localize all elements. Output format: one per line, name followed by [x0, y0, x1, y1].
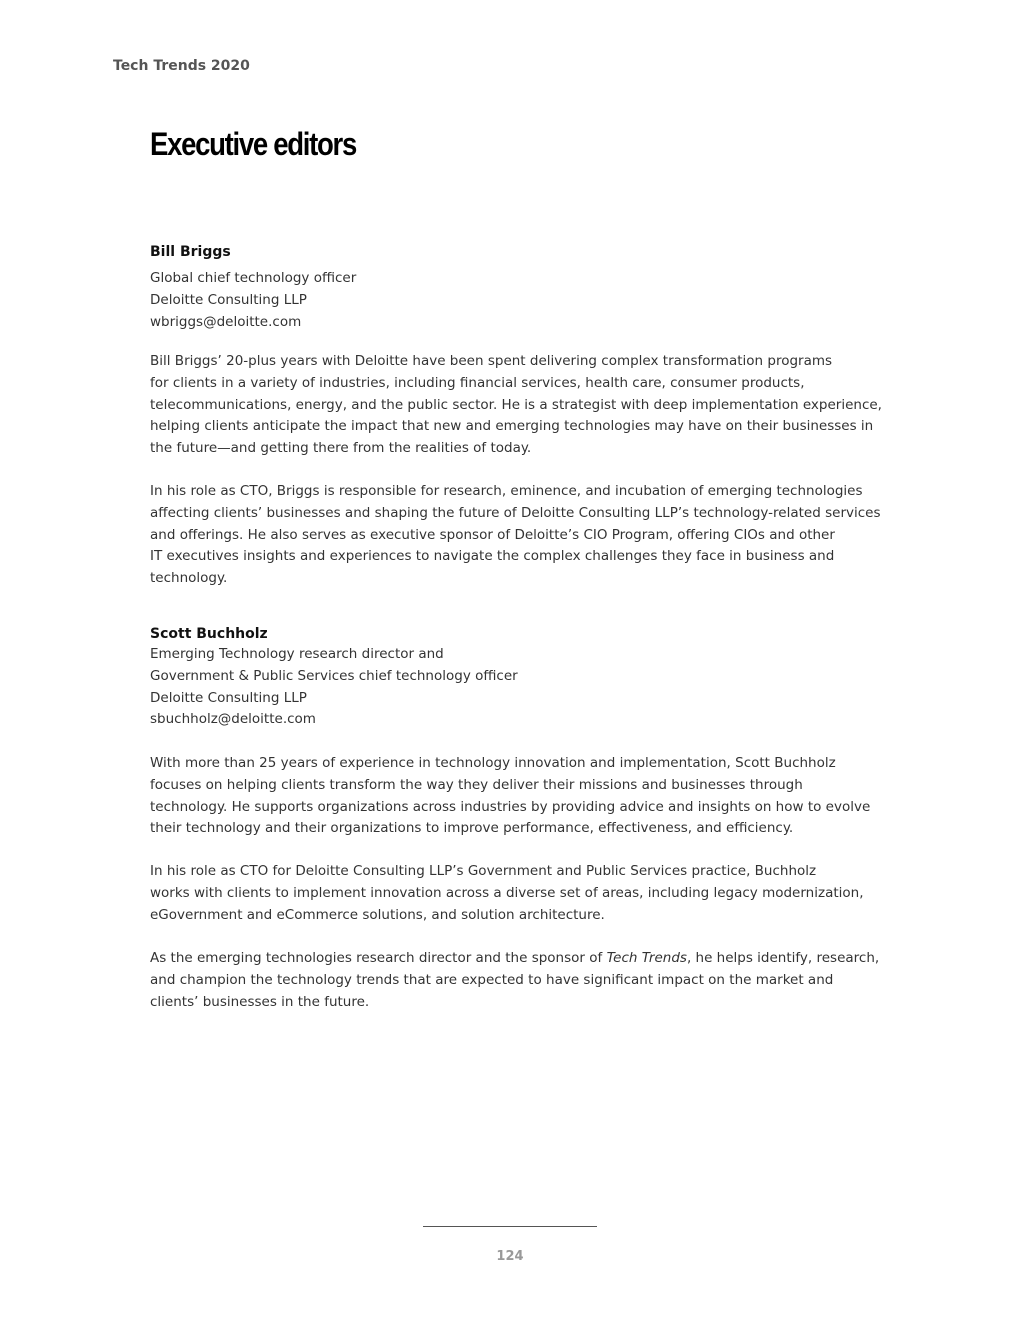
- editor-name: [150, 624, 890, 646]
- bio-line: technology.: [150, 570, 228, 587]
- bio-line: IT executives insights and experiences to navigate the complex challenges they face in business and: [150, 548, 835, 565]
- editor-role-line: Deloitte Consulting LLP: [150, 689, 307, 706]
- bio-text-segment: , he helps identify, research,: [686, 950, 880, 966]
- bio-paragraph: [150, 861, 890, 926]
- editor-name-bill-briggs: Bill Briggs: [150, 244, 231, 260]
- bio-line: for clients in a variety of industries, including financial services, health care, consumer products,: [150, 374, 805, 391]
- bio-line: With more than 25 years of experience in technology innovation and implementation, Scott Buchholz: [150, 755, 836, 771]
- editor-role-line: Deloitte Consulting LLP: [150, 291, 307, 308]
- bio-line: works with clients to implement innovation across a diverse set of areas, including legacy modernization,: [150, 884, 864, 901]
- bio-line: telecommunications, energy, and the public sector. He is a strategist with deep implementation experience,: [150, 396, 882, 413]
- editor-role-block: [150, 644, 890, 731]
- bio-line: eGovernment and eCommerce solutions, and solution architecture.: [150, 906, 605, 923]
- bio-line: and offerings. He also serves as executive sponsor of Deloitte’s CIO Program, offering CIOs and other: [150, 526, 835, 543]
- editor-email: sbuchholz@deloitte.com: [150, 711, 316, 728]
- bio-line: affecting clients’ businesses and shaping the future of Deloitte Consulting LLP’s technology-related services: [150, 504, 881, 521]
- running-header: Tech Trends 2020: [113, 58, 250, 74]
- bio-paragraph: [150, 948, 890, 1013]
- editor-role-line: Emerging Technology research director and: [150, 646, 444, 662]
- bio-line: technology. He supports organizations across industries by providing advice and insights on how to evolve: [150, 798, 871, 815]
- bio-line: In his role as CTO for Deloitte Consulting LLP’s Government and Public Services practice, Buchholz: [150, 863, 817, 879]
- bio-paragraph: [150, 481, 890, 590]
- footer-divider: [423, 1226, 597, 1227]
- bio-line: [150, 948, 890, 970]
- editor-role-line: Government & Public Services chief technology officer: [150, 667, 518, 684]
- bio-line: In his role as CTO, Briggs is responsible for research, eminence, and incubation of emerging technologies: [150, 483, 863, 499]
- bio-line: their technology and their organizations to improve performance, effectiveness, and efficiency.: [150, 820, 794, 837]
- bio-line: helping clients anticipate the impact that new and emerging technologies may have on their businesses in: [150, 418, 874, 435]
- bio-line: Bill Briggs’ 20-plus years with Deloitte have been spent delivering complex transformation programs: [150, 353, 833, 369]
- editor-name-scott-buchholz: Scott Buchholz: [150, 626, 268, 642]
- page-title: Executive editors: [150, 126, 356, 162]
- bio-line: clients’ businesses in the future.: [150, 993, 370, 1010]
- bio-line: the future—and getting there from the realities of today.: [150, 440, 532, 457]
- bio-text-segment: As the emerging technologies research director and the sponsor of: [150, 950, 607, 966]
- bio-paragraph: [150, 753, 890, 840]
- editor-name: [150, 242, 890, 264]
- bio-paragraph: [150, 351, 890, 460]
- bio-line: and champion the technology trends that are expected to have significant impact on the market and: [150, 971, 834, 988]
- bio-line: focuses on helping clients transform the way they deliver their missions and businesses through: [150, 776, 803, 793]
- editor-email: wbriggs@deloitte.com: [150, 313, 302, 330]
- editor-role-line: Global chief technology officer: [150, 270, 357, 286]
- publication-title: Tech Trends: [606, 950, 687, 966]
- editor-role-block: [150, 268, 890, 333]
- page-number: 124: [496, 1249, 524, 1264]
